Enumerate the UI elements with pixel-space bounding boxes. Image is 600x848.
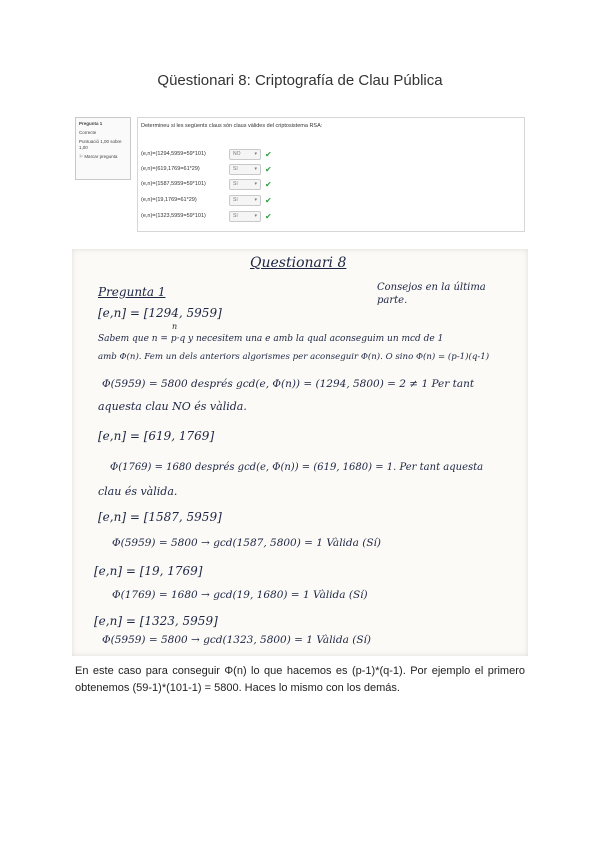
answer-label: (e,n)=(1323,5959=59*101) bbox=[141, 213, 206, 219]
notes-advice: Consejos en la última parte. bbox=[377, 282, 486, 306]
chevron-down-icon: ▾ bbox=[254, 166, 257, 172]
case1-key: [e,n] = [1294, 5959] bbox=[98, 306, 222, 320]
notes-question-title: Pregunta 1 bbox=[98, 285, 166, 299]
case3-phi: Φ(5959) = 5800 → gcd(1587, 5800) = 1 Vàlida (Sí) bbox=[112, 537, 381, 549]
footer-explanation: En este caso para conseguir Φ(n) lo que hacemos es (p-1)*(q-1). Por ejemplo el primero obtenemos (59-1)*(101-1) = 5800. Haces lo mismo con los demás. bbox=[75, 665, 525, 694]
answer-select[interactable]: Sí ▾ bbox=[229, 195, 261, 206]
flag-icon: ⚐ bbox=[79, 154, 84, 159]
case1-conclusion: aquesta clau NO és vàlida. bbox=[98, 400, 247, 413]
case5-phi: Φ(5959) = 5800 → gcd(1323, 5800) = 1 Vàlida (Sí) bbox=[102, 634, 371, 646]
check-icon: ✔ bbox=[265, 195, 272, 205]
question-box bbox=[137, 117, 525, 232]
case2-key: [e,n] = [619, 1769] bbox=[98, 429, 215, 443]
question-info-panel bbox=[75, 117, 131, 180]
page-title: Qüestionari 8: Criptografía de Clau Pública bbox=[157, 72, 443, 89]
notes-explain-1: Sabem que n = p·q y necesitem una e amb la qual aconseguim un mcd de 1 bbox=[98, 334, 444, 344]
check-icon: ✔ bbox=[265, 179, 272, 189]
case3-key: [e,n] = [1587, 5959] bbox=[98, 510, 222, 524]
case1-n-label: n bbox=[172, 322, 178, 331]
answer-select[interactable]: NO ▾ bbox=[229, 149, 261, 160]
chevron-down-icon: ▾ bbox=[254, 213, 257, 219]
answer-label: (e,n)=(1587,5959=59*101) bbox=[141, 181, 206, 187]
handwritten-notes-photo bbox=[72, 249, 528, 656]
answer-row bbox=[141, 148, 272, 160]
question-number: Pregunta 1 bbox=[79, 121, 103, 126]
quiz-screenshot bbox=[75, 117, 525, 232]
case2-phi: Φ(1769) = 1680 després gcd(e, Φ(n)) = (619, 1680) = 1. Per tant aquesta bbox=[110, 462, 484, 473]
answer-select[interactable]: Sí ▾ bbox=[229, 179, 261, 190]
case4-phi: Φ(1769) = 1680 → gcd(19, 1680) = 1 Vàlida (Sí) bbox=[112, 589, 368, 601]
case2-conclusion: clau és vàlida. bbox=[98, 485, 178, 498]
answer-row bbox=[141, 194, 272, 206]
flag-question-link[interactable]: ⚐ Marcar pregunta bbox=[79, 154, 118, 159]
check-icon: ✔ bbox=[265, 164, 272, 174]
question-points: Puntuació 1,00 sobre 1,00 bbox=[79, 139, 122, 150]
answer-row bbox=[141, 178, 272, 190]
answer-select[interactable]: Sí ▾ bbox=[229, 164, 261, 175]
answer-row bbox=[141, 210, 272, 222]
notes-heading: Questionari 8 bbox=[250, 255, 347, 271]
chevron-down-icon: ▾ bbox=[254, 181, 257, 187]
check-icon: ✔ bbox=[265, 211, 272, 221]
answer-label: (e,n)=(619,1769=61*29) bbox=[141, 166, 200, 172]
question-status: Correcte bbox=[79, 130, 97, 135]
chevron-down-icon: ▾ bbox=[254, 151, 257, 157]
answer-select[interactable]: Sí ▾ bbox=[229, 211, 261, 222]
case4-key: [e,n] = [19, 1769] bbox=[94, 564, 203, 578]
notes-explain-2: amb Φ(n). Fem un dels anteriors algorismes per aconseguir Φ(n). O sino Φ(n) = (p-1)(q-1) bbox=[98, 352, 490, 362]
answer-label: (e,n)=(19,1769=61*29) bbox=[141, 197, 197, 203]
check-icon: ✔ bbox=[265, 149, 272, 159]
answer-label: (e,n)=(1294,5959=59*101) bbox=[141, 151, 206, 157]
question-text: Determineu si les següents claus són claus vàlides del criptosistema RSA: bbox=[141, 123, 323, 129]
case1-phi: Φ(5959) = 5800 després gcd(e, Φ(n)) = (1294, 5800) = 2 ≠ 1 Per tant bbox=[102, 378, 475, 390]
case5-key: [e,n] = [1323, 5959] bbox=[94, 614, 218, 628]
answer-row bbox=[141, 163, 272, 175]
chevron-down-icon: ▾ bbox=[254, 197, 257, 203]
